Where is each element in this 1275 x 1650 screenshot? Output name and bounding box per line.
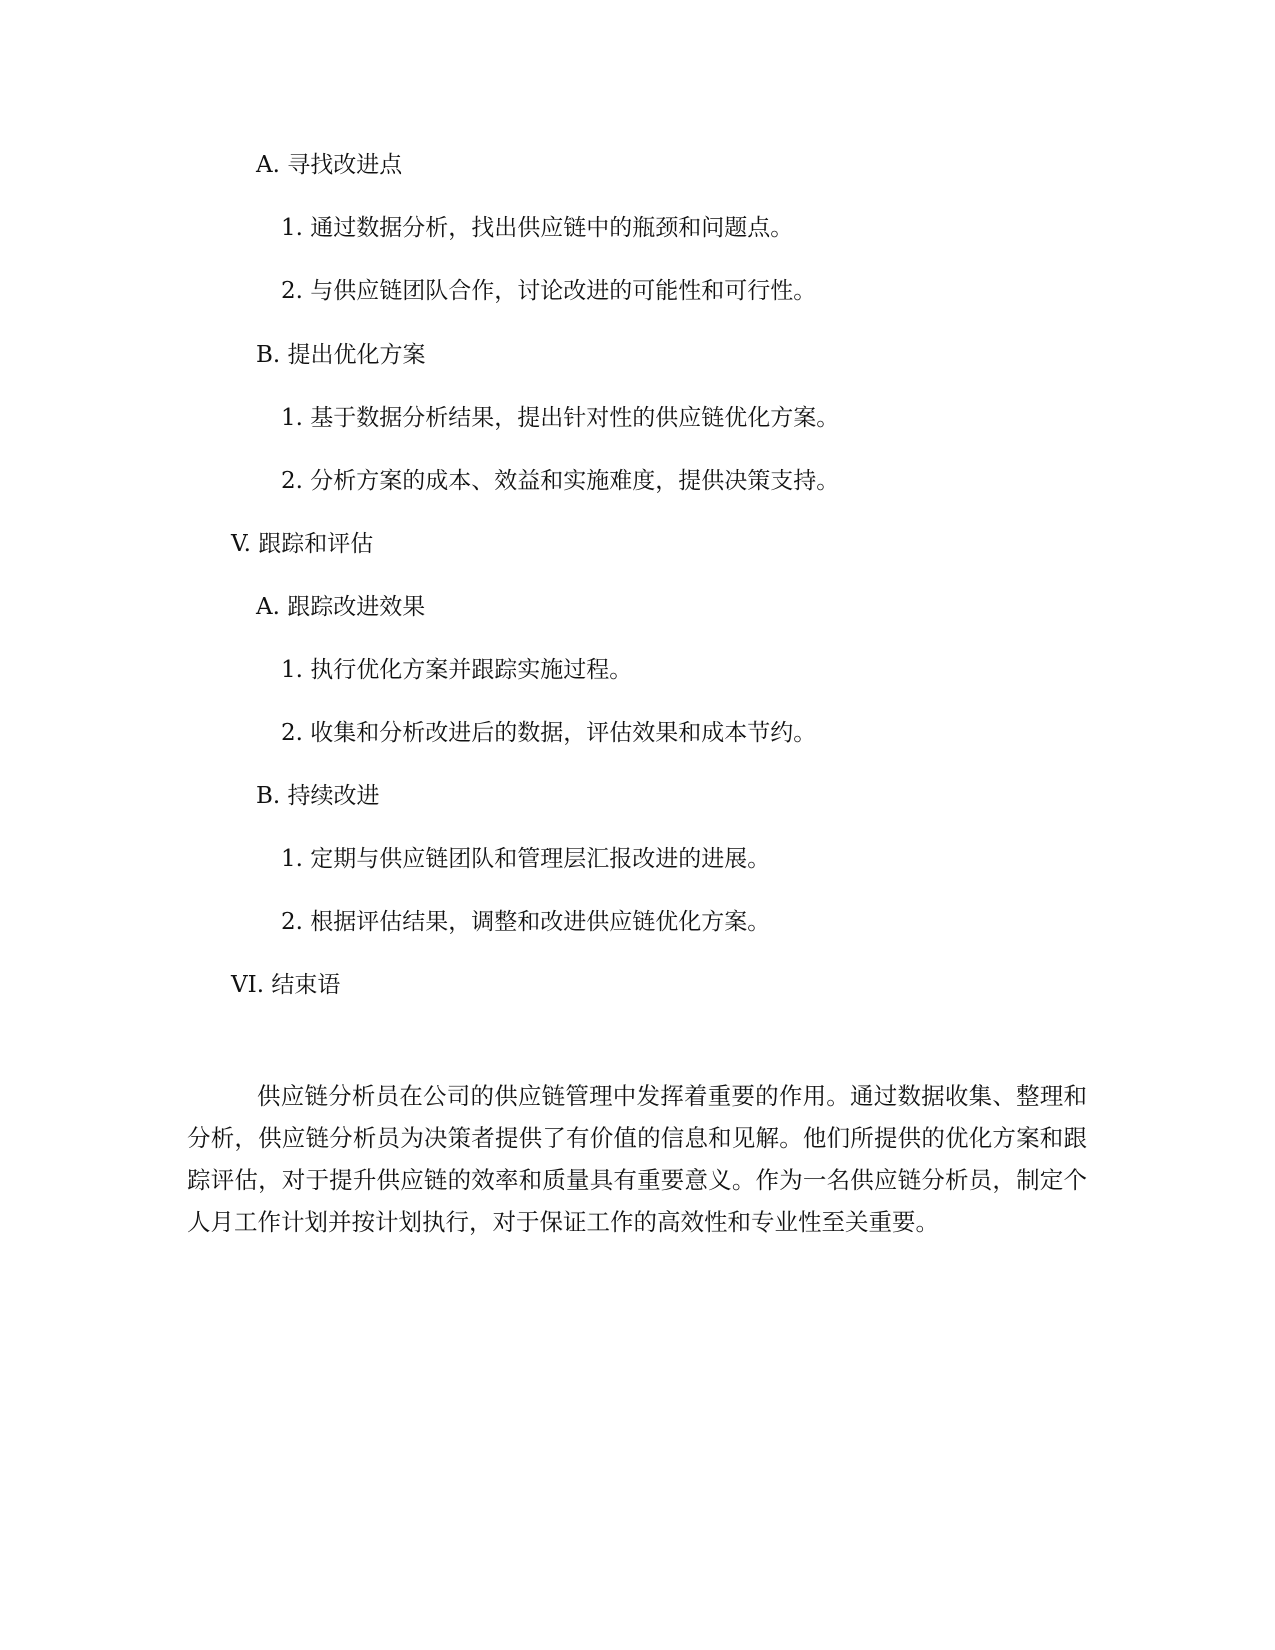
subsection-heading-find-improvements: A. 寻找改进点 [256, 152, 403, 178]
section-heading-tracking-evaluation: V. 跟踪和评估 [231, 531, 374, 557]
list-item: 2. 收集和分析改进后的数据，评估效果和成本节约。 [281, 720, 817, 746]
list-item: 2. 分析方案的成本、效益和实施难度，提供决策支持。 [281, 468, 840, 494]
list-item: 1. 定期与供应链团队和管理层汇报改进的进展。 [281, 846, 771, 872]
list-item: 1. 执行优化方案并跟踪实施过程。 [281, 657, 633, 683]
section-heading-conclusion: VI. 结束语 [231, 972, 341, 998]
subsection-heading-propose-solutions: B. 提出优化方案 [256, 342, 426, 368]
subsection-heading-track-effects: A. 跟踪改进效果 [256, 594, 426, 620]
subsection-heading-continuous-improvement: B. 持续改进 [256, 783, 380, 809]
list-item: 1. 基于数据分析结果，提出针对性的供应链优化方案。 [281, 405, 840, 431]
list-item: 2. 根据评估结果，调整和改进供应链优化方案。 [281, 909, 771, 935]
list-item: 2. 与供应链团队合作，讨论改进的可能性和可行性。 [281, 278, 817, 304]
closing-paragraph: 供应链分析员在公司的供应链管理中发挥着重要的作用。通过数据收集、整理和分析，供应链分析员为决策者提供了有价值的信息和见解。他们所提供的优化方案和跟踪评估，对于提升供应链的效率和质量具有重要意义。作为一名供应链分析员，制定个人月工作计划并按计划执行，对于保证工作的高效性和专业性至关重要。 [187, 1082, 1087, 1236]
list-item: 1. 通过数据分析，找出供应链中的瓶颈和问题点。 [281, 215, 794, 241]
